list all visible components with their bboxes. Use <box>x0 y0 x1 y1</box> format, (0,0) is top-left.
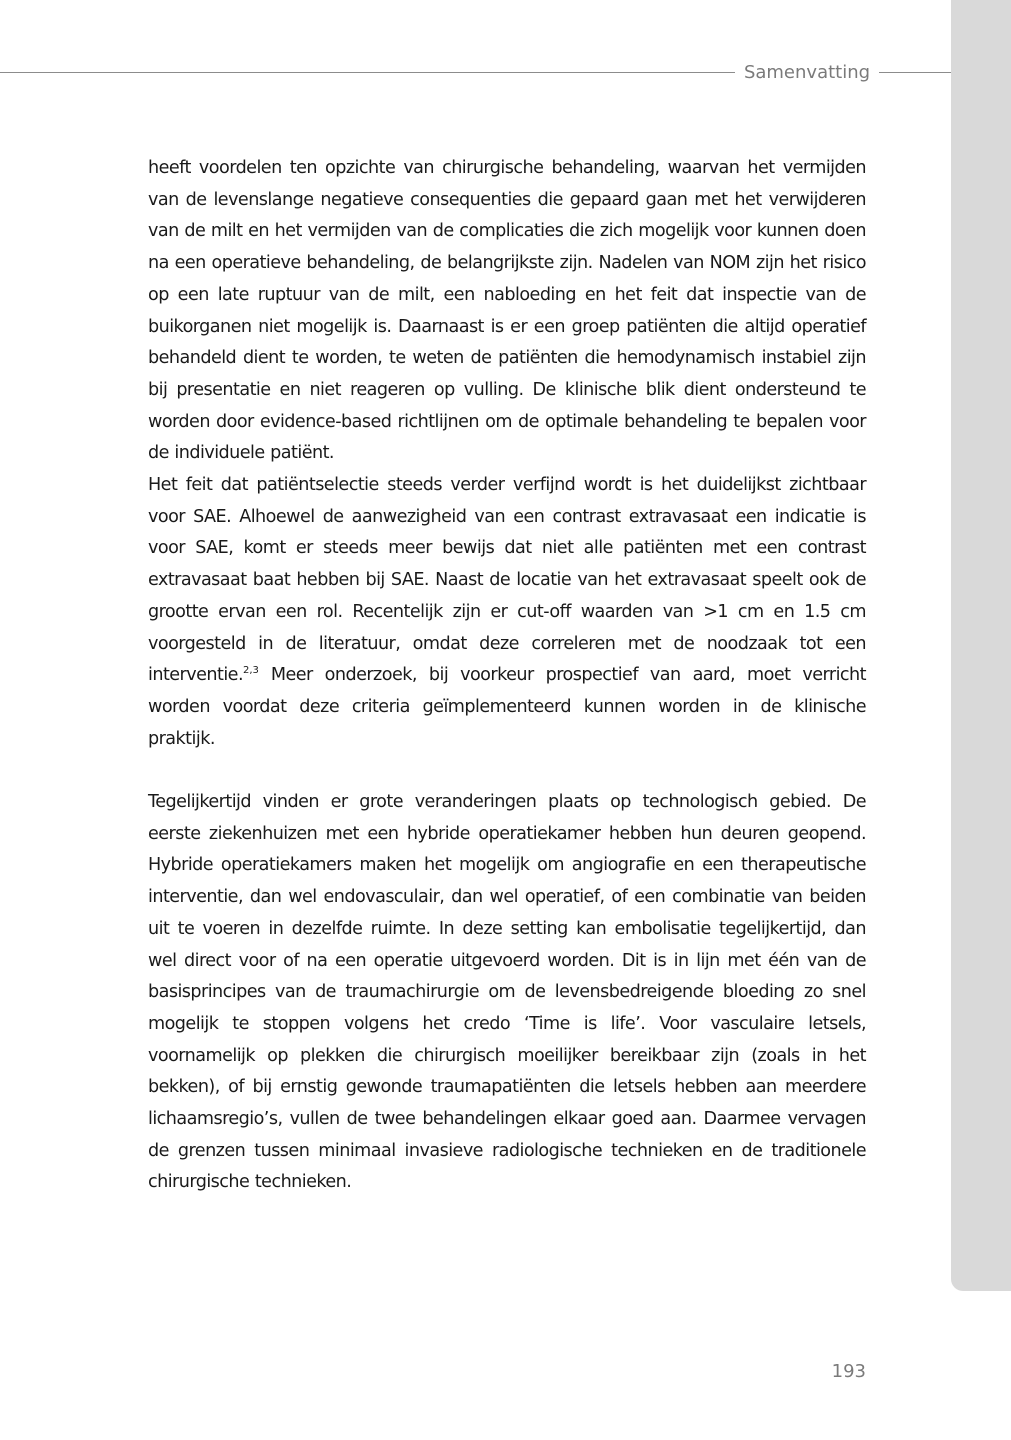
paragraph-1: heeft voordelen ten opzichte van chirurgische behandeling, waarvan het vermijden van de levenslange negatieve consequenties die gepaard gaan met het verwijderen van de milt en het vermijden van de complicaties die zich mogelijk voor kunnen doen na een operatieve behandeling, de belangrijkste zijn. Nadelen van NOM zijn het risico op een late ruptuur van de milt, een nabloeding en het feit dat inspectie van de buikorganen niet mogelijk is. Daarnaast is er een groep patiënten die altijd operatief behandeld dient te worden, te weten de patiënten die hemodynamisch instabiel zijn bij presentatie en niet reageren op vulling. De klinische blik dient ondersteund te worden door evidence-based richtlijnen om de optimale behandeling te bepalen voor de individuele patiënt. <box>148 158 866 464</box>
reference-superscript: 2,3 <box>243 665 259 677</box>
paragraph-3: Tegelijkertijd vinden er grote veranderingen plaats op technologisch gebied. De eerste ziekenhuizen met een hybride operatiekamer hebben hun deuren geopend. Hybride operatiekamers maken het mogelijk om angiografie en een therapeutische interventie, dan wel endovasculair, dan wel operatief, of een combinatie van beiden uit te voeren in dezelfde ruimte. In deze setting kan embolisatie tegelijkertijd, dan wel direct voor of na een operatie uitgevoerd worden. Dit is in lijn met één van de basisprincipes van de traumachirurgie om de levensbedreigende bloeding zo snel mogelijk te stoppen volgens het credo ‘Time is life’. Voor vasculaire letsels, voornamelijk op plekken die chirurgisch moeilijker bereikbaar zijn (zoals in het bekken), of bij ernstig gewonde traumapatiënten die letsels hebben aan meerdere lichaamsregio’s, vullen de twee behandelingen elkaar goed aan. Daarmee vervagen de grenzen tussen minimaal invasieve radiologische technieken en de traditionele chirurgische technieken. <box>148 792 866 1193</box>
paragraph-2 <box>148 470 866 755</box>
paragraph-2-text-a: Het feit dat patiëntselectie steeds verder verfijnd wordt is het duidelijkst zichtbaar voor SAE. Alhoewel de aanwezigheid van een contrast extravasaat een indicatie is voor SAE, komt er steeds meer bewijs dat niet alle patiënten met een contrast extravasaat baat hebben bij SAE. Naast de locatie van het extravasaat speelt ook de grootte ervan een rol. Recentelijk zijn er cut-off waarden van >1 cm en 1.5 cm voorgesteld in de literatuur, omdat deze correleren met de noodzaak tot een interventie. <box>148 475 866 686</box>
chapter-side-tab <box>951 0 1011 1291</box>
paragraph-2-text-b: Meer onderzoek, bij voorkeur prospectief van aard, moet verricht worden voordat deze criteria geïmplementeerd kunnen worden in de klinische praktijk. <box>148 665 866 749</box>
running-head-title: Samenvatting <box>743 62 871 83</box>
header-rule-right <box>879 72 951 73</box>
page-number: 193 <box>831 1361 866 1382</box>
body-text <box>148 153 866 1199</box>
header-rule-left <box>0 72 735 73</box>
